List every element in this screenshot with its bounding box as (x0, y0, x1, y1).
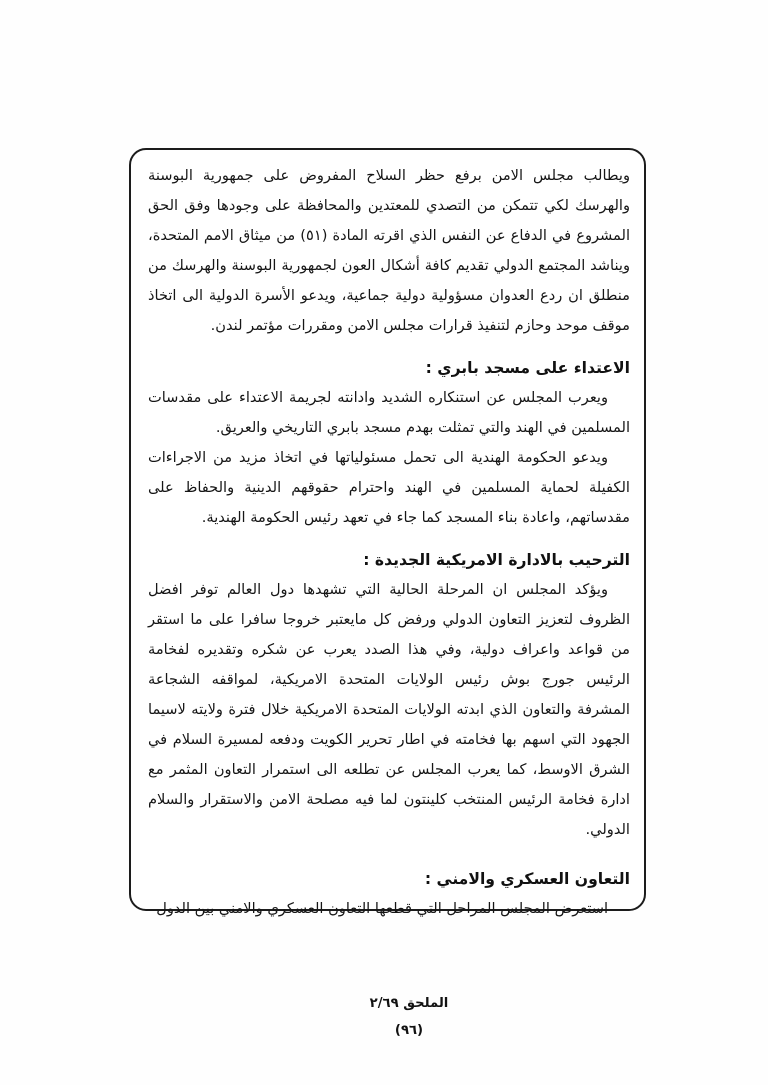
paragraph-babri-indian-government: ويدعو الحكومة الهندية الى تحمل مسئولياتها في اتخاذ مزيد من الاجراءات الكفيلة لحماية المسلمين في الهند واحترام حقوقهم الدينية والحفاظ على مقدساتهم، واعادة بناء المسجد كما جاء في تعهد رئيس الحكومة الهندية. (148, 449, 630, 526)
section-bosnia-continuation (148, 161, 630, 341)
paragraph-babri-condemnation: ويعرب المجلس عن استنكاره الشديد وادانته لجريمة الاعتداء على مقدسات المسلمين في الهند والتي تمثلت بهدم مسجد بابري التاريخي والعريق. (148, 389, 630, 436)
paragraph-military-review: استعرض المجلس المراحل التي قطعها التعاون العسكري والامني بين الدول (156, 900, 608, 917)
paragraph-us-cooperation: ويؤكد المجلس ان المرحلة الحالية التي تشهدها دول العالم توفر افضل الظروف لتعزيز التعاون الدولي ورفض كل مايعتبر خروجا سافرا على ما استقر من قواعد واعراف دولية، وفي هذا الصدد يعرب عن شكره وتقديره لفخامة الرئيس جورج بوش رئيس الولايات المتحدة الامريكية، لمواقفه الشجاعة المشرفة والتعاون الذي ابدته الولايات المتحدة الامريكية خلال فترة ولايته لاسيما الجهود التي اسهم بها فخامته في اطار تحرير الكويت ودفعه لمسيرة السلام في الشرق الاوسط، كما يعرب المجلس عن تطلعه الى استمرار التعاون المثمر مع ادارة فخامة الرئيس المنتخب كلينتون لما فيه مصلحة الامن والاستقرار والسلام الدولي. (148, 581, 630, 838)
section-us-administration (148, 545, 630, 845)
section-heading-babri: الاعتداء على مسجد بابري : (425, 359, 630, 377)
page-footer (25, 990, 768, 1044)
section-heading-us-administration: الترحيب بالادارة الامريكية الجديدة : (363, 551, 630, 569)
page-number: (٩٦) (394, 1023, 424, 1038)
section-babri-mosque (148, 353, 630, 533)
section-heading-military-security: التعاون العسكري والامني : (424, 870, 630, 888)
paragraph-bosnia-arms-embargo: ويطالب مجلس الامن برفع حظر السلاح المفروض على جمهورية البوسنة والهرسك لكي تتمكن من التصدي للمعتدين والمحافظة على وجودها وفق الحق المشروع في الدفاع عن النفس الذي اقرته المادة (٥١) من ميثاق الامم المتحدة، ويناشد المجتمع الدولي تقديم كافة أشكال العون لجمهورية البوسنة والهرسك من منطلق ان ردع العدوان مسؤولية دولية جماعية، ويدعو الأسرة الدولية الى اتخاذ موقف موحد وحازم لتنفيذ قرارات مجلس الامن ومقررات مؤتمر لندن. (148, 167, 630, 334)
document-border-box (129, 148, 646, 917)
annex-label: الملحق ٢/٦٩ (369, 996, 449, 1011)
section-military-security-cooperation (148, 864, 630, 924)
document-body (148, 161, 630, 924)
